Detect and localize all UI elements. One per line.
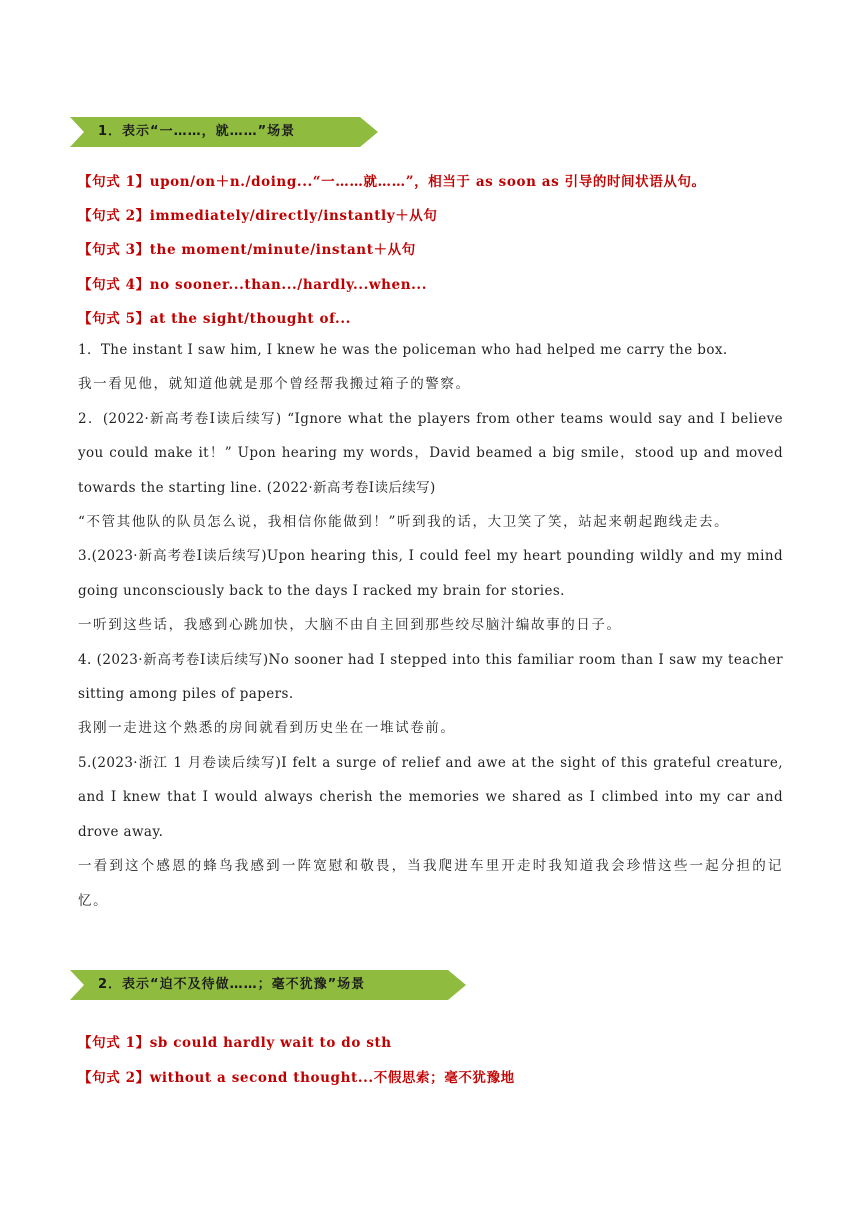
pattern-line: 【句式 2】without a second thought...不假思索；毫不犹豫地	[78, 1070, 515, 1086]
pattern-line: 【句式 5】at the sight/thought of...	[78, 311, 351, 327]
pattern-line: 【句式 1】upon/on＋n./doing...“一……就……”，相当于 as soon as 引导的时间状语从句。	[78, 174, 706, 190]
pattern-line: 【句式 3】the moment/minute/instant＋从句	[78, 242, 416, 258]
example-translation: 一听到这些话，我感到心跳加快，大脑不由自主回到那些绞尽脑汁编故事的日子。	[78, 617, 622, 634]
section-2-heading: 2．表示“迫不及待做……；毫不犹豫”场景	[98, 977, 366, 992]
example-english: 4. (2023·新高考卷Ⅰ读后续写)No sooner had I stepped into this familiar room than I saw my teacher sitting among piles of papers.	[78, 651, 783, 703]
pattern-line: 【句式 1】sb could hardly wait to do sth	[78, 1035, 392, 1051]
pattern-line: 【句式 2】immediately/directly/instantly＋从句	[78, 208, 438, 224]
section-1-heading-banner	[70, 117, 378, 147]
example-translation: 我刚一走进这个熟悉的房间就看到历史坐在一堆试卷前。	[78, 720, 456, 737]
example-english: 1．The instant I saw him, I knew he was the policeman who had helped me carry the box.	[78, 342, 728, 358]
example-translation: 我一看见他，就知道他就是那个曾经帮我搬过箱子的警察。	[78, 376, 471, 393]
section-2-heading-banner	[70, 970, 466, 1000]
example-english: 5.(2023·浙江 1 月卷读后续写)I felt a surge of relief and awe at the sight of this grateful creature, and I knew that I would always cherish the memories we shared as I climbed into my car and drove away.	[78, 754, 783, 840]
example-english: 2．(2022·新高考卷Ⅰ读后续写) “Ignore what the players from other teams would say and I believe you could make it！” Upon hearing my words，David beamed a big smile，stood up and moved towards the starting line. (2022·新高考卷Ⅰ读后续写)	[78, 410, 783, 496]
examples-block	[78, 333, 783, 918]
example-english: 3.(2023·新高考卷Ⅰ读后续写)Upon hearing this, I could feel my heart pounding wildly and my mind going unconsciously back to the days I racked my brain for stories.	[78, 548, 783, 599]
example-translation: “不管其他队的队员怎么说，我相信你能做到！”听到我的话，大卫笑了笑，站起来朝起跑线走去。	[78, 514, 730, 531]
pattern-line: 【句式 4】no sooner...than.../hardly...when...	[78, 277, 428, 293]
section-1-heading: 1．表示“一……，就……”场景	[98, 124, 296, 139]
example-translation: 一看到这个感恩的蜂鸟我感到一阵宽慰和敬畏，当我爬进车里开走时我知道我会珍惜这些一起分担的记忆。	[78, 858, 783, 909]
